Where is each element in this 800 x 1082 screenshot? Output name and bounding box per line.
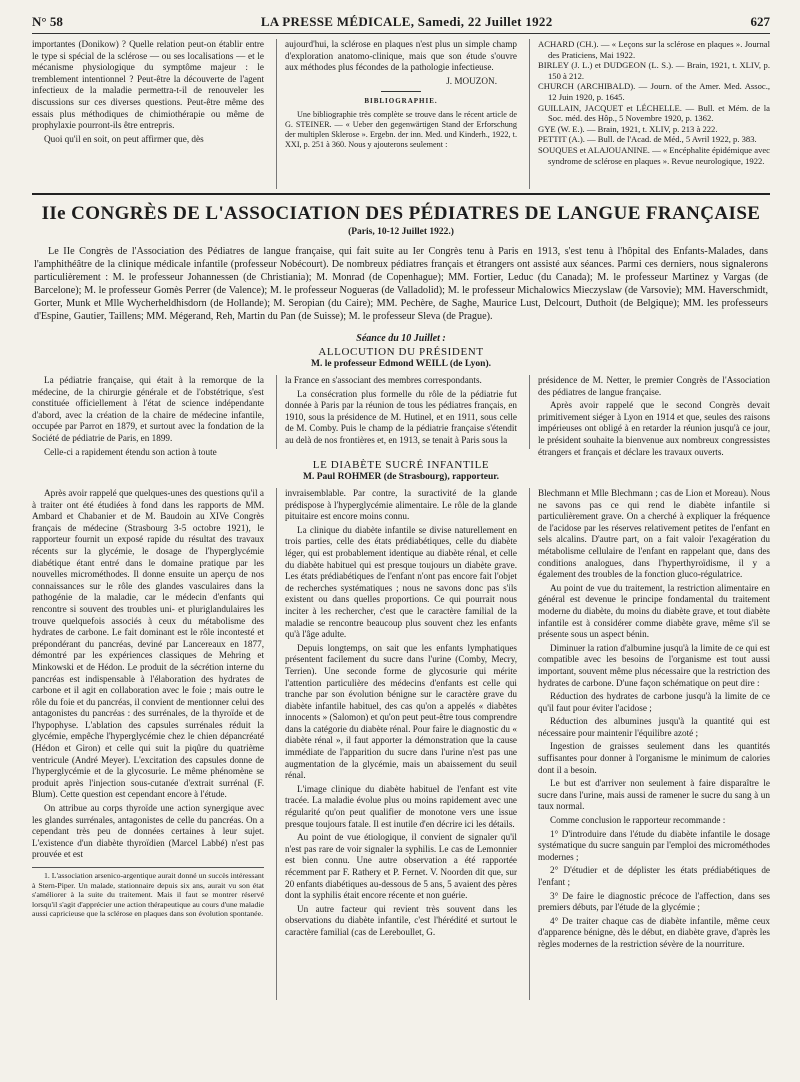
paragraph: la France en s'associant des membres correspondants.	[285, 375, 482, 385]
paragraph: Comme conclusion le rapporteur recommande :	[550, 815, 726, 826]
allocution-column-3	[529, 375, 770, 457]
seance-date: Séance du 10 Juillet :	[356, 333, 446, 344]
reference-item: CHURCH (ARCHIBALD). — Journ. of the Amer. Med. Assoc., 12 Juin 1920, p. 1645.	[538, 81, 770, 102]
allocution-heading: ALLOCUTION DU PRÉSIDENT	[318, 346, 484, 358]
allocution-column-2	[276, 375, 517, 449]
paragraph: Après avoir rappelé que le second Congrès devait primitivement siéger à Lyon en 1914 et que, seules des raisons impérieuses ont obligé à en retarder la réunion jusqu'à ce jour, le président souhaite la bienvenue aux nombreux congressistes étrangers et français et déclare les travaux ouverts.	[538, 400, 770, 457]
paragraph: Depuis longtemps, on sait que les enfants lymphatiques présentent facilement du sucre dans l'urine (Comby, Mecry, Terrien). Une seconde forme de glycosurie qui mérite l'attention particulière des médecins d'enfants est celle qui tranche par son évolution bénigne sur le caractère grave du diabète infantile habituel, des cas qu'on a appelés « diabètes innocents » (Salomon) et qu'on peut peut-être tous comprendre dans la catégorie du diabète rénal. Pour faire le diagnostic du « diabète rénal », il faut apporter la démonstration que la cause immédiate de l'apparition du sucre dans l'urine n'est pas une augmentation de la glycémie, mais un abaissement du seuil rénal.	[285, 642, 517, 781]
paragraph: Diminuer la ration d'albumine jusqu'à la limite de ce qui est compatible avec les besoins de l'organisme est tout aussi important, souvent même plus nécessaire que la restriction des hydrates de carbone. D'une façon schématique on peut dire :	[538, 642, 770, 688]
divider	[381, 91, 421, 92]
bibliography-heading: BIBLIOGRAPHIE.	[364, 97, 438, 106]
reference-item: PETTIT (A.). — Bull. de l'Acad. de Méd., 5 Avril 1922, p. 383.	[538, 134, 757, 145]
paragraph: Ingestion de graisses seulement dans les quantités suffisantes pour donner à l'organisme le minimum de calories dont il a besoin.	[538, 741, 770, 775]
reference-item: BIRLEY (J. L.) et DUDGEON (L. S.). — Brain, 1921, t. XLIV, p. 150 à 212.	[538, 60, 770, 81]
congress-intro: Le IIe Congrès de l'Association des Pédiatres de langue française, qui fait suite au Ier Congrès tenu à Paris en 1913, s'est tenu à l'hôpital des Enfants-Malades, dans l'amphithéâtre de la clinique médicale infantile (professeur Nobécourt). De nombreux pédiatres français et étrangers ont assisté aux séances. Parmi ces derniers, nous signalerons particulièrement : M. le professeur Johannessen (de Christiania); M. Monrad (de Copenhague); MM. Fortier, Leduc (du Canada); M. le professeur Martinez y Vargas (de Barcelone); M. le professeur Gomès Perrer (de Valence); M. le professeur Nogueras (de Valladolid); M. le professeur Michalowics Mieczyslaw (de Varsovie); MM. Haverschmidt, Gorter, Munk et Mlle Wycherheldhisdorn (de Hollande); M. Seropian (du Caire); MM. Pechère, de Saghe, Maurice Lust, Delcourt, Duthoit (de Belgique); MM. les professeurs d'Espine, Gautier, Taillens; MM. Mégerand, Reh, Martin du Pan (de Suisse); M. le professeur Sleva (de Prague).	[34, 246, 768, 322]
top-columns	[32, 39, 770, 189]
reference-item: ACHARD (CH.). — « Leçons sur la sclérose en plaques ». Journal des Praticiens, Mai 1922.	[538, 39, 770, 60]
paragraph: Blechmann et Mlle Blechmann ; cas de Lion et Moreau). Nous ne savons pas ce qui rend le diabète infantile si particulièrement grave. On a cherché à expliquer la fréquence de l'acidose par les réserves relativement petites de l'enfant en sels alcalins. D'autre part, on a fait valoir l'exagération du métabolisme cellulaire de l'enfant en rappelant que, dans des conditions analogues, dans l'hyperthyroïdisme, il y a également des troubles de la fonction gluco-régulatrice.	[538, 488, 770, 580]
paragraph: Après avoir rappelé que quelques-unes des questions qu'il a à traiter ont été étudiées à fond dans les rapports de MM. Ambard et Chabanier et de M. Baudoin au XIVe Congrès français de médecine (Strasbourg 3-5 octobre 1921), le rapporteur fournit un exposé rapide du résultat des travaux récents sur la glycémie, le dosage de l'hyperglycémie diabétique étant entré dans le domaine pratique par les nouvelles microméthodes. Il donne ensuite un aperçu de nos connaissances sur le rôle des glandes vasculaires dans la pathogénie de la maladie, car le médecin d'enfants qui rencontre si souvent des troubles uni- et pluriglandulaires les trouve quelquefois associés à ceux du métabolisme des hydrates de carbone. Le fait dominant est le rôle incontesté et prépondérant du pancréas, deviné par Lancereaux en 1877, démontré par les expériences classiques de Mehring et Minkowski et de Hédon. Le produit de la sécrétion interne du pancréas est indispensable à l'élaboration des hydrates de carbone et il agit en collaboration avec le foie ; mais outre le rôle du foie et du pancréas, il convient de mentionner celui des antagonistes du pancréas : des surrénales, de la thyroïde et de l'hypophyse. L'ablation des capsules surrénales réduit la glycémie, empêche l'hyperglycémie chez le chien dépancréaté (Hédon et Giron) et celle qui suit la piqûre du quatrième ventricule (André Meyer). L'excitation des capsules donne de l'hyperglycémie et de la glycosurie. Le même phénomène se produit après l'injection sous-cutanée d'extrait surrénal (F. Blum). Cette question est cependant encore à l'étude.	[32, 488, 264, 800]
reference-item: SOUQUES et ALAJOUANINE. — « Encéphalite épidémique avec syndrome de sclérose en plaques ». Revue neurologique, 1922.	[538, 144, 770, 166]
congress-title: IIe CONGRÈS DE L'ASSOCIATION DES PÉDIATRES DE LANGUE FRANÇAISE	[41, 203, 761, 224]
allocution-byline: M. le professeur Edmond WEILL (de Lyon).	[310, 359, 491, 369]
conclusion-item: 1° D'introduire dans l'étude du diabète infantile le dosage systématique du sucre sanguin par l'emploi des microméthodes modernes ;	[538, 828, 770, 862]
paragraph: On attribue au corps thyroïde une action synergique avec les glandes surrénales, antagonistes de celle du pancréas. On a cependant très peu de données certaines à leur sujet. L'existence d'un diabète thyroïdien (Marcel Labbé) n'est pas prouvée et est	[32, 803, 264, 860]
section-divider	[32, 193, 770, 195]
paragraph: Celle-ci a rapidement étendu son action à toute	[44, 446, 217, 457]
top-column-1	[32, 39, 264, 189]
allocution-columns	[32, 375, 770, 457]
top-column-3-references	[529, 39, 770, 189]
diabete-heading: LE DIABÈTE SUCRÉ INFANTILE	[312, 459, 490, 471]
page-header	[32, 14, 770, 34]
paragraph: L'image clinique du diabète habituel de l'enfant est vite tracée. La maladie évolue plus ou moins rapidement avec une régularité qu'on peut qualifier de monotone vers une issue presque toujours fatale. Il est inutile d'en décrire ici les détails.	[285, 783, 517, 829]
paragraph: Quoi qu'il en soit, on peut affirmer que, dès	[44, 133, 204, 144]
reference-item: GYE (W. E.). — Brain, 1921, t. XLIV, p. 213 à 222.	[538, 123, 718, 134]
diabete-columns	[32, 488, 770, 1000]
diabete-column-3	[529, 488, 770, 1000]
diabete-column-1	[32, 488, 264, 1000]
paragraph: Au point de vue étiologique, il convient de signaler qu'il n'est pas rare de voir signaler la syphilis. Le cas de Lemonnier est bien connu. Une autre observation a été rapportée récemment par F. Rathery et P. Fernet. V. Noorden dit que, sur 20 enfants diabétiques au-dessous de 5 ans, 5 avaient des pères dont la syphilis était encore récente et non guérie.	[285, 832, 517, 901]
conclusion-item: 3° De faire le diagnostic précoce de l'affection, dans ses premiers débuts, par l'étude de la glycémie ;	[538, 890, 770, 913]
paragraph: Réduction des albumines jusqu'à la quantité qui est nécessaire pour maintenir l'équilibre azoté ;	[538, 716, 770, 738]
paragraph: La consécration plus formelle du rôle de la pédiatrie fut donnée à Paris par la réunion de tous les pédiatres français, en 1910, sous la présidence de M. Hutinel, et en 1911, sous celle de M. Comby. Puis le champ de la pédiatrie française s'étendit au delà de nos frontières et, en 1913, se tenait à Paris sous la	[285, 388, 517, 445]
paragraph: Un autre facteur qui revient très souvent dans les observations du diabète infantile, c'est l'hérédité et surtout le caractère familial (cas de Lereboullet, G.	[285, 903, 517, 937]
paragraph: Au point de vue du traitement, la restriction alimentaire en général est devenue le principe fondamental du traitement moderne du diabète, du moins du diabète grave, et tout diabète infantile est à considérer comme diabète grave, même s'il se présente sous un aspect bénin.	[538, 582, 770, 640]
paragraph: Réduction des hydrates de carbone jusqu'à la limite de ce qu'il faut pour éviter l'acidose ;	[538, 691, 770, 713]
bibliography-text: Une bibliographie très complète se trouve dans le récent article de G. STEINER. — « Ueber den gegenwärtigen Stand der Erforschung der multiplen Sklerose ». Ergebn. der inn. Med. und Kinderh., 1922, t. XXI, p. 251 à 360. Nous y ajouterons seulement :	[285, 109, 517, 149]
paragraph: invraisemblable. Par contre, la suractivité de la glande prédispose à l'hyperglycémie alimentaire. Le rôle de la glande pituitaire est encore moins connu.	[285, 488, 517, 522]
congress-subtitle: (Paris, 10-12 Juillet 1922.)	[348, 227, 454, 237]
paragraph: présidence de M. Netter, le premier Congrès de l'Association des pédiatres de langue française.	[538, 375, 770, 397]
masthead-title: LA PRESSE MÉDICALE, Samedi, 22 Juillet 1922	[260, 14, 553, 29]
page-number: 627	[750, 14, 770, 29]
paragraph: aujourd'hui, la sclérose en plaques n'est plus un simple champ d'exploration anatomo-clinique, mais que son étude s'ouvre aux méthodes plus fécondes de la pathologie infectieuse.	[285, 39, 517, 73]
paragraph: La pédiatrie française, qui était à la remorque de la médecine, de la chirurgie générale et de l'obstétrique, s'est constituée officiellement à l'état de science indépendante d'abord, avec la création de la chaire de médecine infantile, occupée par Parrot en 1879, et surtout avec la fondation de la Société de pédiatrie de Paris, en 1899.	[32, 375, 264, 443]
top-column-2	[276, 39, 517, 189]
footnote-text: 1. L'association arsenico-argentique aurait donné un succès intéressant à Stern-Piper. Un malade, stationnaire depuis six ans, aurait vu son état s'améliorer à la suite du traitement. Mais il faut se montrer réservé lorsqu'il s'agit d'apprécier une action thérapeutique au cours d'une maladie aussi capricieuse que la sclérose en plaques dans son évolution spontanée.	[32, 871, 264, 919]
diabete-column-2	[276, 488, 517, 1000]
conclusion-item: 2° D'étudier et de déplister les états prédiabétiques de l'enfant ;	[538, 865, 770, 887]
issue-number: N° 58	[32, 14, 63, 29]
author-signature: J. MOUZON.	[446, 75, 497, 86]
footnote	[32, 867, 264, 919]
paragraph: importantes (Donikow) ? Quelle relation peut-on établir entre le type si spécial de la sclérose — ou ses localisations — et le mécanisme physiologique du symptôme majeur : le tremblement intentionnel ? Peut-être la découverte de l'agent infectieux de la maladie permettra-t-il de renouveler les discussions sur ces diverses questions. Peut-être même des essais plus méthodiques de chimiothérapie ou même de prophylaxie pourront-ils être entrepris.	[32, 39, 264, 131]
diabete-byline: M. Paul ROHMER (de Strasbourg), rapporteur.	[303, 472, 499, 482]
conclusion-item: 4° De traiter chaque cas de diabète infantile, même ceux d'apparence bénigne, dès le début, en diabète grave, d'après les règles modernes de la restriction sévère de la nourriture.	[538, 915, 770, 949]
paragraph: La clinique du diabète infantile se divise naturellement en trois parties, celle des états prédiabétiques, celle du diabète léger, qui est probablement identique au diabète rénal, et celle du diabète habituel qui est presque toujours un diabète grave. Les états prédiabétiques de l'enfant n'ont pas encore fait l'objet de recherches systématiques ; nous ne savons donc pas s'ils existent ou dans quelles proportions. Ce qui pourrait nous inciter à les rechercher, c'est que le caractère familial de la maladie se rencontre beaucoup plus souvent chez les enfants qu'à l'âge adulte.	[285, 524, 517, 640]
paragraph: Le but est d'arriver non seulement à faire disparaître le sucre dans l'urine, mais aussi de ramener le sucre du sang à un taux normal.	[538, 778, 770, 812]
allocution-column-1	[32, 375, 264, 457]
reference-item: GUILLAIN, JACQUET et LÉCHELLE. — Bull. et Mém. de la Soc. méd. des Hôp., 5 Novembre 1920, p. 1362.	[538, 102, 770, 124]
